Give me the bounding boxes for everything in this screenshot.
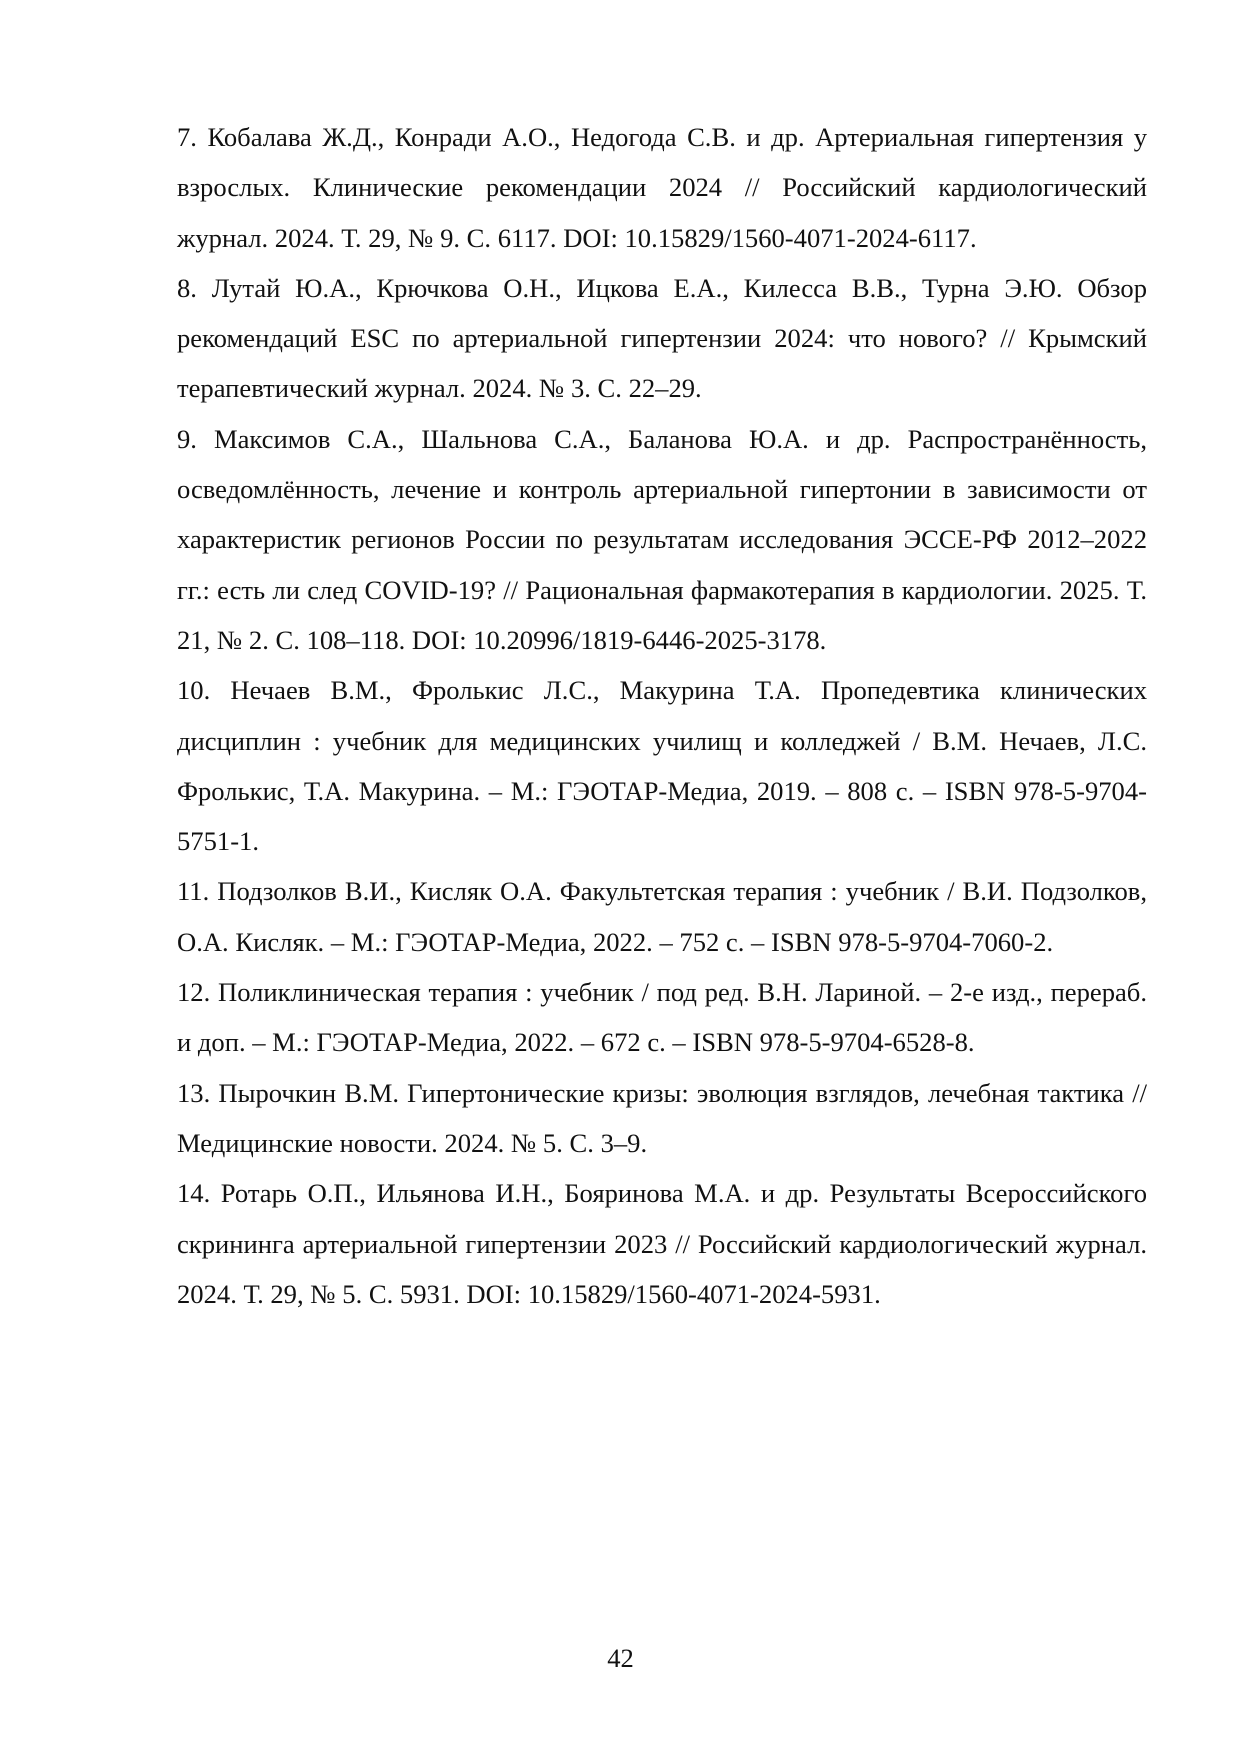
reference-item: 14. Ротарь О.П., Ильянова И.Н., Бояринова М.А. и др. Результаты Всероссийского скрининга артериальной гипертензии 2023 // Российский кардиологический журнал. 2024. Т. 29, № 5. С. 5931. DOI: 10.15829/1560-4071-2024-5931. — [177, 1178, 1147, 1309]
reference-item: 12. Поликлиническая терапия : учебник / под ред. В.Н. Лариной. – 2-е изд., перераб. и доп. – М.: ГЭОТАР-Медиа, 2022. – 672 с. – ISBN 978-5-9704-6528-8. — [177, 977, 1147, 1058]
reference-item: 7. Кобалава Ж.Д., Конради А.О., Недогода С.В. и др. Артериальная гипертензия у взрослых. Клинические рекомендации 2024 // Российский кардиологический журнал. 2024. Т. 29, № 9. С. 6117. DOI: 10.15829/1560-4071-2024-6117. — [177, 122, 1147, 253]
reference-item: 10. Нечаев В.М., Фролькис Л.С., Макурина Т.А. Пропедевтика клинических дисциплин : учебник для медицинских училищ и колледжей / В.М. Нечаев, Л.С. Фролькис, Т.А. Макурина. – М.: ГЭОТАР-Медиа, 2019. – 808 с. – ISBN 978-5-9704-5751-1. — [177, 675, 1147, 857]
reference-list — [177, 112, 1147, 1319]
reference-item: 8. Лутай Ю.А., Крючкова О.Н., Ицкова Е.А., Килесса В.В., Турна Э.Ю. Обзор рекомендаций ESC по артериальной гипертензии 2024: что нового? // Крымский терапевтический журнал. 2024. № 3. С. 22–29. — [177, 272, 1147, 404]
page-number: 42 — [607, 1643, 634, 1673]
reference-item: 9. Максимов С.А., Шальнова С.А., Баланова Ю.А. и др. Распространённость, осведомлённость, лечение и контроль артериальной гипертонии в зависимости от характеристик регионов России по результатам исследования ЭССЕ-РФ 2012–2022 гг.: есть ли след COVID-19? // Рациональная фармакотерапия в кардиологии. 2025. Т. 21, № 2. С. 108–118. DOI: 10.20996/1819-6446-2025-3178. — [177, 423, 1147, 655]
reference-item: 13. Пырочкин В.М. Гипертонические кризы: эволюция взглядов, лечебная тактика // Медицинские новости. 2024. № 5. С. 3–9. — [177, 1077, 1147, 1158]
reference-item: 11. Подзолков В.И., Кисляк О.А. Факультетская терапия : учебник / В.И. Подзолков, О.А. Кисляк. – М.: ГЭОТАР-Медиа, 2022. – 752 с. – ISBN 978-5-9704-7060-2. — [177, 876, 1147, 957]
